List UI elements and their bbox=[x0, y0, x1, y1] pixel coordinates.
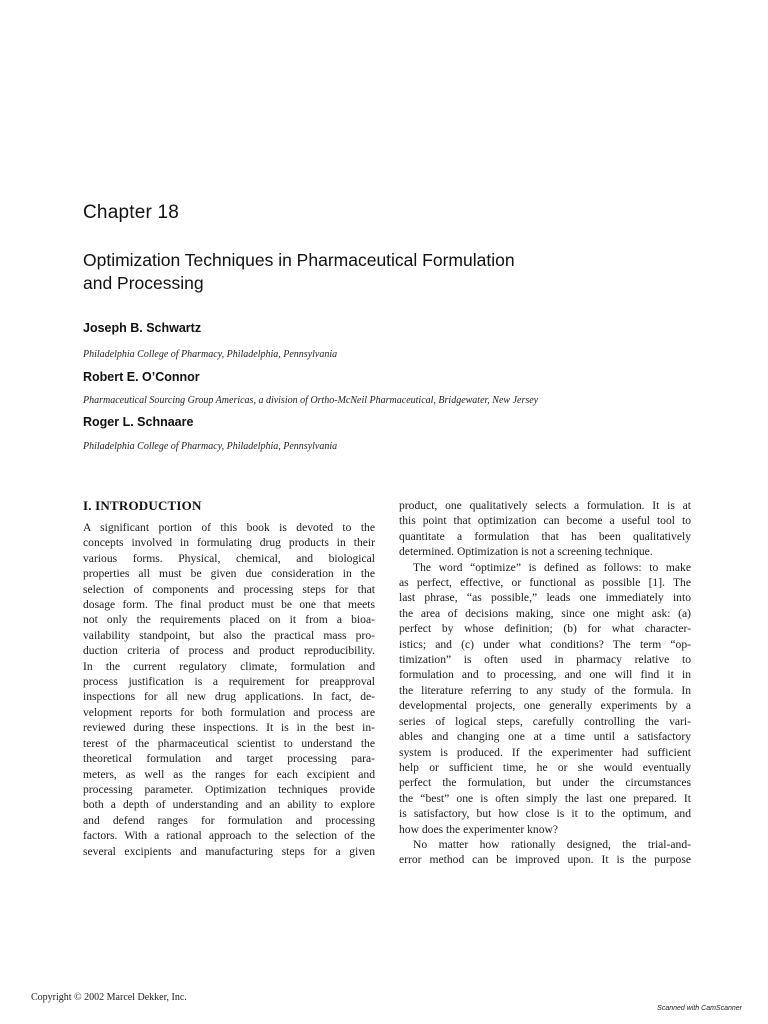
text-line: ables and changing one at a time until a satisfactory bbox=[399, 730, 691, 744]
text-line: perfect the formulation, but under the circumstances bbox=[399, 776, 691, 790]
text-line: determined. Optimization is not a screening technique. bbox=[399, 545, 653, 559]
author-name: Robert E. O’Connor bbox=[83, 370, 200, 384]
text-line: developmental projects, one generally experiments by a bbox=[399, 699, 691, 713]
text-line: A significant portion of this book is devoted to the bbox=[83, 521, 375, 534]
text-line: the “best” one is often simply the last one prepared. It bbox=[399, 791, 691, 805]
body-column-left bbox=[83, 520, 375, 859]
text-line: and defend ranges for formulation and processing bbox=[83, 813, 375, 827]
text-line: timization” is often used in pharmacy relative to bbox=[399, 653, 691, 667]
text-line: is satisfactory, but how close is it to the optimum, and bbox=[399, 807, 691, 821]
text-line: system is produced. If the experimenter had sufficient bbox=[399, 745, 691, 759]
text-line: the literature referring to any study of the formula. In bbox=[399, 683, 691, 697]
text-line: concepts involved in formulating drug products in their bbox=[83, 536, 375, 550]
text-line: dosage form. The final product must be one that meets bbox=[83, 598, 375, 612]
body-column-right bbox=[399, 498, 691, 868]
text-line: last phrase, “as possible,” leads one immediately into bbox=[399, 591, 691, 605]
text-line: factors. With a rational approach to the selection of the bbox=[83, 829, 375, 843]
chapter-title-line: Optimization Techniques in Pharmaceutical Formulation bbox=[83, 250, 515, 270]
chapter-title-line: and Processing bbox=[83, 273, 204, 293]
text-line: not only the requirements placed on it from a bioa- bbox=[83, 613, 375, 627]
text-line: vailability standpoint, but also the practical mass pro- bbox=[83, 628, 375, 642]
copyright-notice: Copyright © 2002 Marcel Dekker, Inc. bbox=[31, 992, 187, 1003]
author-name: Joseph B. Schwartz bbox=[83, 321, 202, 335]
text-line: both a depth of understanding and an ability to explore bbox=[83, 798, 375, 812]
text-line: velopment reports for both formulation and process are bbox=[83, 705, 375, 719]
text-line: help or sufficient time, he or she would eventually bbox=[399, 760, 691, 774]
text-line: how does the experimenter know? bbox=[399, 822, 559, 836]
text-line: processing parameter. Optimization techniques provide bbox=[83, 782, 375, 796]
text-line: error method can be improved upon. It is the purpose bbox=[399, 853, 691, 867]
text-line: terest of the pharmaceutical scientist to understand the bbox=[83, 736, 375, 750]
text-line: perfect by whose definition; (b) for what character- bbox=[399, 622, 691, 636]
text-line: No matter how rationally designed, the trial-and- bbox=[413, 837, 691, 851]
text-line: properties all must be given due consideration in the bbox=[83, 567, 375, 581]
chapter-label: Chapter 18 bbox=[83, 202, 180, 223]
text-line: quantitate a formulation that has been qualitatively bbox=[399, 529, 691, 543]
text-line: In the current regulatory climate, formulation and bbox=[83, 659, 375, 673]
text-line: meters, as well as the ranges for each excipient and bbox=[83, 767, 375, 781]
text-line: various forms. Physical, chemical, and biological bbox=[83, 551, 375, 565]
author-name: Roger L. Schnaare bbox=[83, 415, 194, 429]
scanner-watermark: Scanned with CamScanner bbox=[657, 1005, 742, 1012]
text-line: several excipients and manufacturing steps for a given bbox=[83, 844, 375, 858]
text-line: istics; and (c) under what conditions? The term “op- bbox=[399, 637, 691, 651]
text-line: this point that optimization can become a useful tool to bbox=[399, 514, 691, 528]
text-line: series of logical steps, carefully controlling the vari- bbox=[399, 714, 691, 728]
text-line: theoretical formulation and target processing para- bbox=[83, 752, 375, 766]
text-line: duction criteria of process and product reproducibility. bbox=[83, 644, 375, 658]
chapter-title bbox=[83, 249, 643, 295]
text-line: formulation and to processing, and one will find it in bbox=[399, 668, 691, 682]
text-line: as perfect, effective, or functional as possible [1]. The bbox=[399, 576, 691, 590]
text-line: The word “optimize” is defined as follows: to make bbox=[413, 560, 691, 574]
text-line: selection of components and processing steps for that bbox=[83, 582, 375, 596]
section-heading: I. INTRODUCTION bbox=[83, 498, 202, 513]
text-line: inspections for all new drug applications. In fact, de- bbox=[83, 690, 375, 704]
text-line: reviewed during these inspections. It is in the best in- bbox=[83, 721, 375, 735]
author-affiliation: Philadelphia College of Pharmacy, Philadelphia, Pennsylvania bbox=[83, 441, 338, 452]
author-affiliation: Pharmaceutical Sourcing Group Americas, a division of Ortho-McNeil Pharmaceutical, Bridgewater, New Jersey bbox=[83, 395, 539, 406]
author-affiliation: Philadelphia College of Pharmacy, Philadelphia, Pennsylvania bbox=[83, 349, 338, 360]
text-line: process justification is a requirement for preapproval bbox=[83, 675, 375, 689]
text-line: the area of decisions making, since one might ask: (a) bbox=[399, 606, 691, 620]
text-line: product, one qualitatively selects a formulation. It is at bbox=[399, 499, 691, 512]
